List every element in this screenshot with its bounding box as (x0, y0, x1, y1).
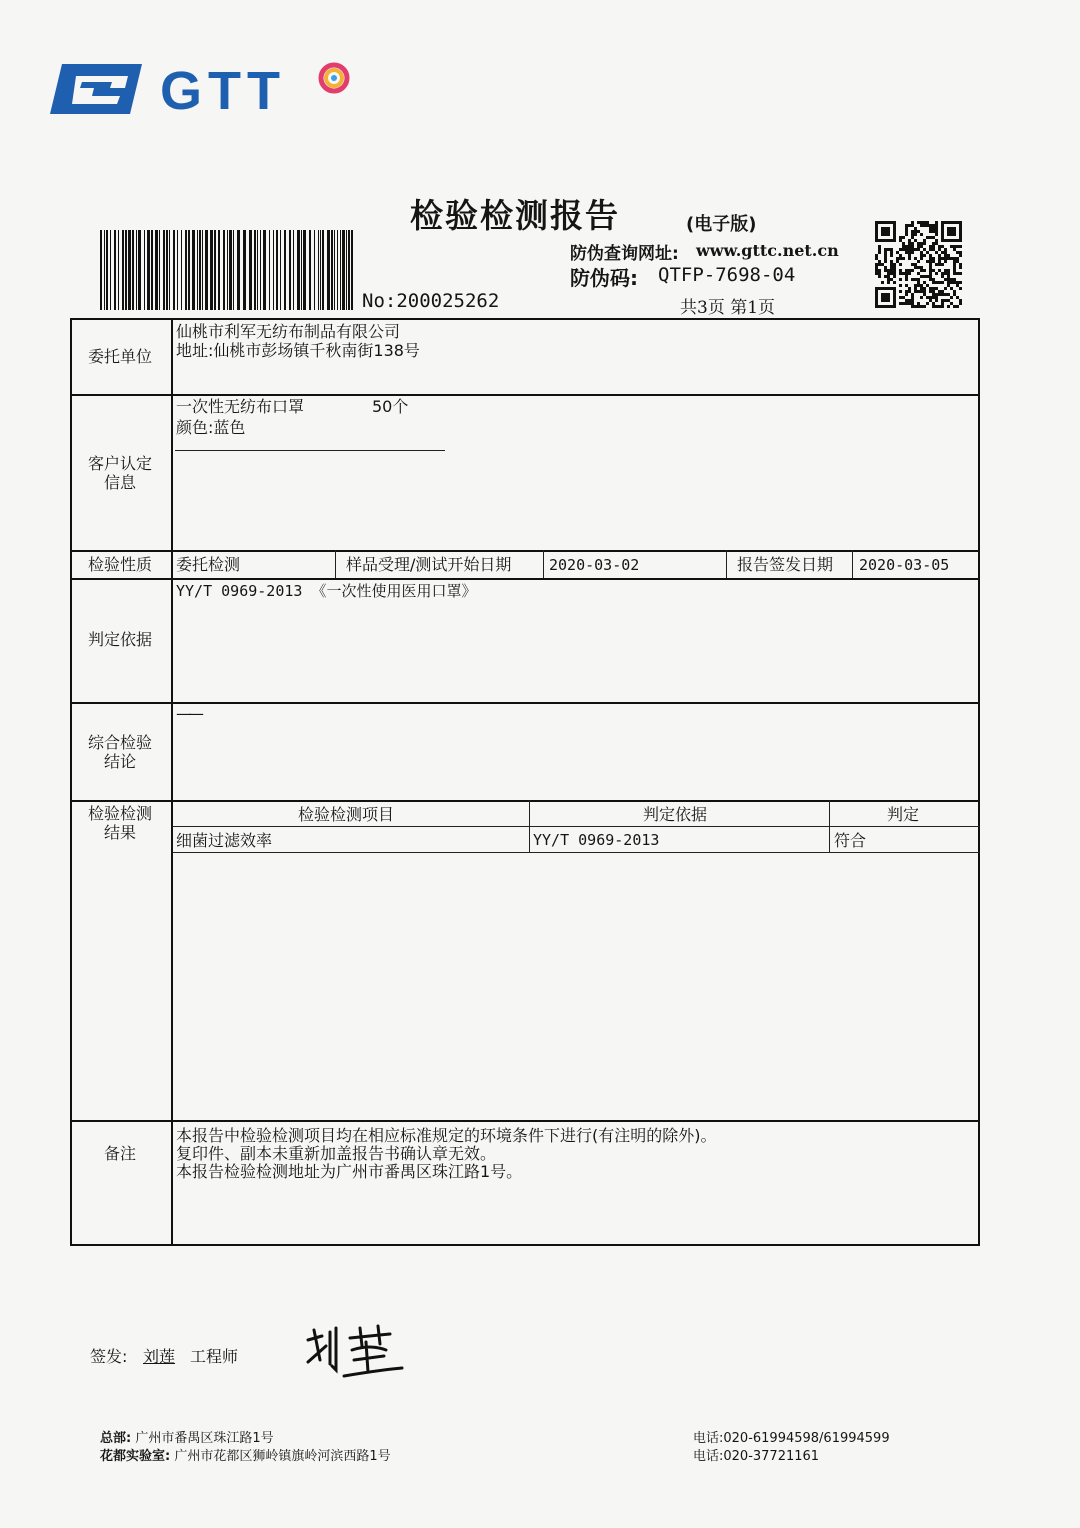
results-header-verdict: 判定 (887, 805, 920, 824)
hq-address: 广州市番禺区珠江路1号 (135, 1431, 274, 1446)
report-title: 检验检测报告 (410, 196, 620, 235)
nature-value: 委托检测 (176, 555, 241, 574)
product-color: 颜色:蓝色 (176, 418, 246, 437)
results-header-item: 检验检测项目 (298, 805, 395, 824)
issue-date-value: 2020-03-05 (859, 556, 950, 574)
barcode-icon (100, 230, 355, 310)
customer-info-label-text: 客户认定信息 (88, 454, 153, 492)
report-number: No:200025262 (362, 290, 500, 312)
anti-counterfeit-code-label: 防伪码: (570, 266, 638, 290)
footer (100, 1430, 391, 1466)
results-row-verdict: 符合 (834, 831, 867, 850)
page-info: 共3页 第1页 (680, 298, 776, 318)
conclusion-label-text: 综合检验结论 (88, 733, 153, 771)
footer-phones (693, 1430, 890, 1466)
conclusion-value: —— (176, 704, 200, 723)
signoff-title: 工程师 (190, 1347, 239, 1366)
lab-label: 花都实验室: (100, 1449, 171, 1464)
hq-label: 总部: (100, 1431, 132, 1446)
phone-1: 电话:020-61994598/61994599 (693, 1431, 890, 1446)
sample-date-label: 样品受理/测试开始日期 (346, 555, 512, 574)
lab-address: 广州市花都区狮岭镇旗岭河滨西路1号 (174, 1449, 391, 1464)
basis-value: YY/T 0969-2013 《一次性使用医用口罩》 (176, 582, 477, 600)
edition-label: (电子版) (686, 214, 757, 235)
phone-2: 电话:020-37721161 (693, 1449, 820, 1464)
product-name: 一次性无纺布口罩 (176, 397, 305, 416)
nature-label: 检验性质 (87, 555, 152, 574)
conclusion-label (70, 733, 170, 771)
report-table (70, 318, 980, 1246)
anti-counterfeit-code: QTFP-7698-04 (658, 264, 796, 286)
product-quantity: 50个 (372, 397, 409, 416)
verify-url[interactable]: www.gttc.net.cn (696, 241, 839, 260)
customer-info-label (70, 454, 170, 492)
results-header-basis: 判定依据 (643, 805, 708, 824)
results-row-item: 细菌过滤效率 (176, 831, 273, 850)
signoff-name: 刘莲 (143, 1347, 176, 1366)
remarks-label: 备注 (103, 1144, 136, 1163)
issue-date-label: 报告签发日期 (737, 555, 834, 574)
handwritten-signature (300, 1320, 410, 1380)
verify-url-label: 防伪查询网址: (570, 244, 679, 264)
client-address: 地址:仙桃市彭场镇千秋南街138号 (176, 341, 420, 360)
logo-text: GTT (160, 61, 286, 121)
basis-label: 判定依据 (87, 630, 152, 649)
results-label (70, 804, 170, 842)
remarks-line-3: 本报告检验检测地址为广州市番禺区珠江路1号。 (176, 1162, 523, 1181)
signoff-label: 签发: (90, 1347, 128, 1366)
results-row-basis: YY/T 0969-2013 (533, 831, 660, 849)
results-label-text: 检验检测结果 (88, 804, 153, 842)
remarks-line-2: 复印件、副本未重新加盖报告书确认章无效。 (176, 1144, 497, 1163)
client-name: 仙桃市利军无纺布制品有限公司 (176, 322, 401, 341)
qr-code-icon[interactable] (875, 221, 962, 308)
client-label: 委托单位 (87, 347, 152, 366)
sample-date-value: 2020-03-02 (549, 556, 640, 574)
remarks-line-1: 本报告中检验检测项目均在相应标准规定的环境条件下进行(有注明的除外)。 (176, 1126, 717, 1145)
